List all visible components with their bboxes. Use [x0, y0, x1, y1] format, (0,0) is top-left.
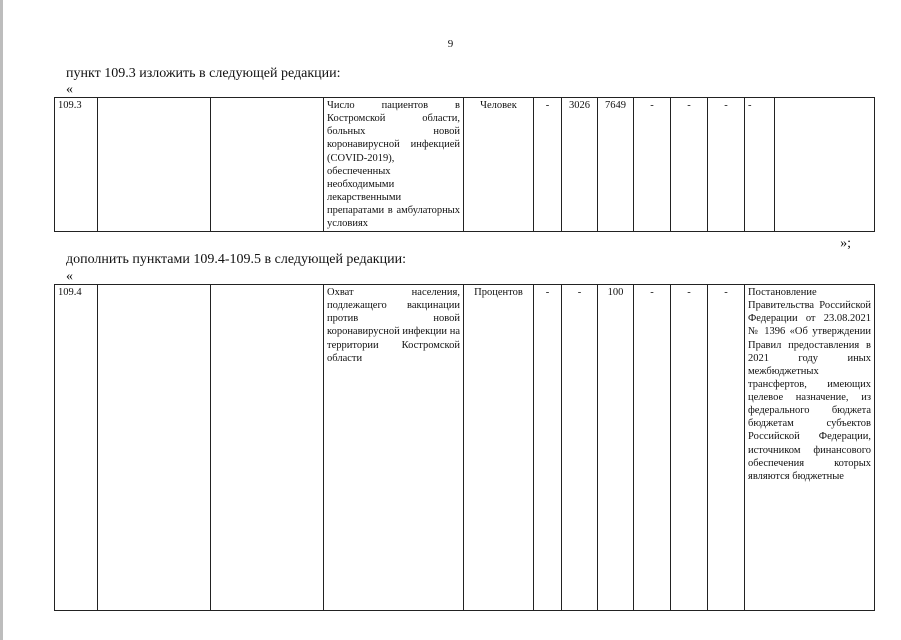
cell-col3	[211, 98, 324, 232]
value-cell: -	[745, 98, 775, 232]
value-cell: -	[708, 285, 745, 611]
unit-cell: Человек	[464, 98, 534, 232]
scan-edge	[0, 0, 3, 640]
table-row	[55, 285, 875, 611]
indicator-cell: Число пациентов в Костромской области, больных новой коронавирусной инфекцией (COVID-2019), обеспеченных необходимыми лекарственными препаратами в амбулаторных условиях	[324, 98, 464, 232]
cell-col3	[211, 285, 324, 611]
section1-close-quote: »;	[840, 236, 851, 251]
value-cell: -	[634, 285, 671, 611]
cell-col2	[98, 285, 211, 611]
value-cell: -	[634, 98, 671, 232]
table-row	[55, 98, 875, 232]
section2-heading: дополнить пунктами 109.4-109.5 в следующей редакции:	[66, 252, 406, 267]
value-cell: 100	[598, 285, 634, 611]
note-cell	[775, 98, 875, 232]
cell-col2	[98, 98, 211, 232]
value-cell: -	[671, 98, 708, 232]
section1-open-quote: «	[66, 82, 73, 97]
value-cell: -	[708, 98, 745, 232]
row-number: 109.4	[55, 285, 98, 611]
table-109-4	[54, 284, 875, 611]
value-cell: -	[562, 285, 598, 611]
page-number: 9	[447, 38, 454, 50]
value-cell: -	[534, 98, 562, 232]
value-cell: -	[671, 285, 708, 611]
value-cell: -	[534, 285, 562, 611]
indicator-cell: Охват населения, подлежащего вакцинации против новой коронавирусной инфекции на территории Костромской области	[324, 285, 464, 611]
section1-heading: пункт 109.3 изложить в следующей редакции:	[66, 66, 341, 81]
section2-open-quote: «	[66, 269, 73, 284]
value-cell: 7649	[598, 98, 634, 232]
unit-cell: Процентов	[464, 285, 534, 611]
value-cell: 3026	[562, 98, 598, 232]
note-cell: Постановление Правительства Российской Федерации от 23.08.2021 № 1396 «Об утверждении Правил предоставления в 2021 году иных межбюджетных трансфертов, имеющих целевое назначение, из федерального бюджета бюджетам субъектов Российской Федерации, источником финансового обеспечения которых являются бюджетные	[745, 285, 875, 611]
row-number: 109.3	[55, 98, 98, 232]
table-109-3	[54, 97, 875, 232]
